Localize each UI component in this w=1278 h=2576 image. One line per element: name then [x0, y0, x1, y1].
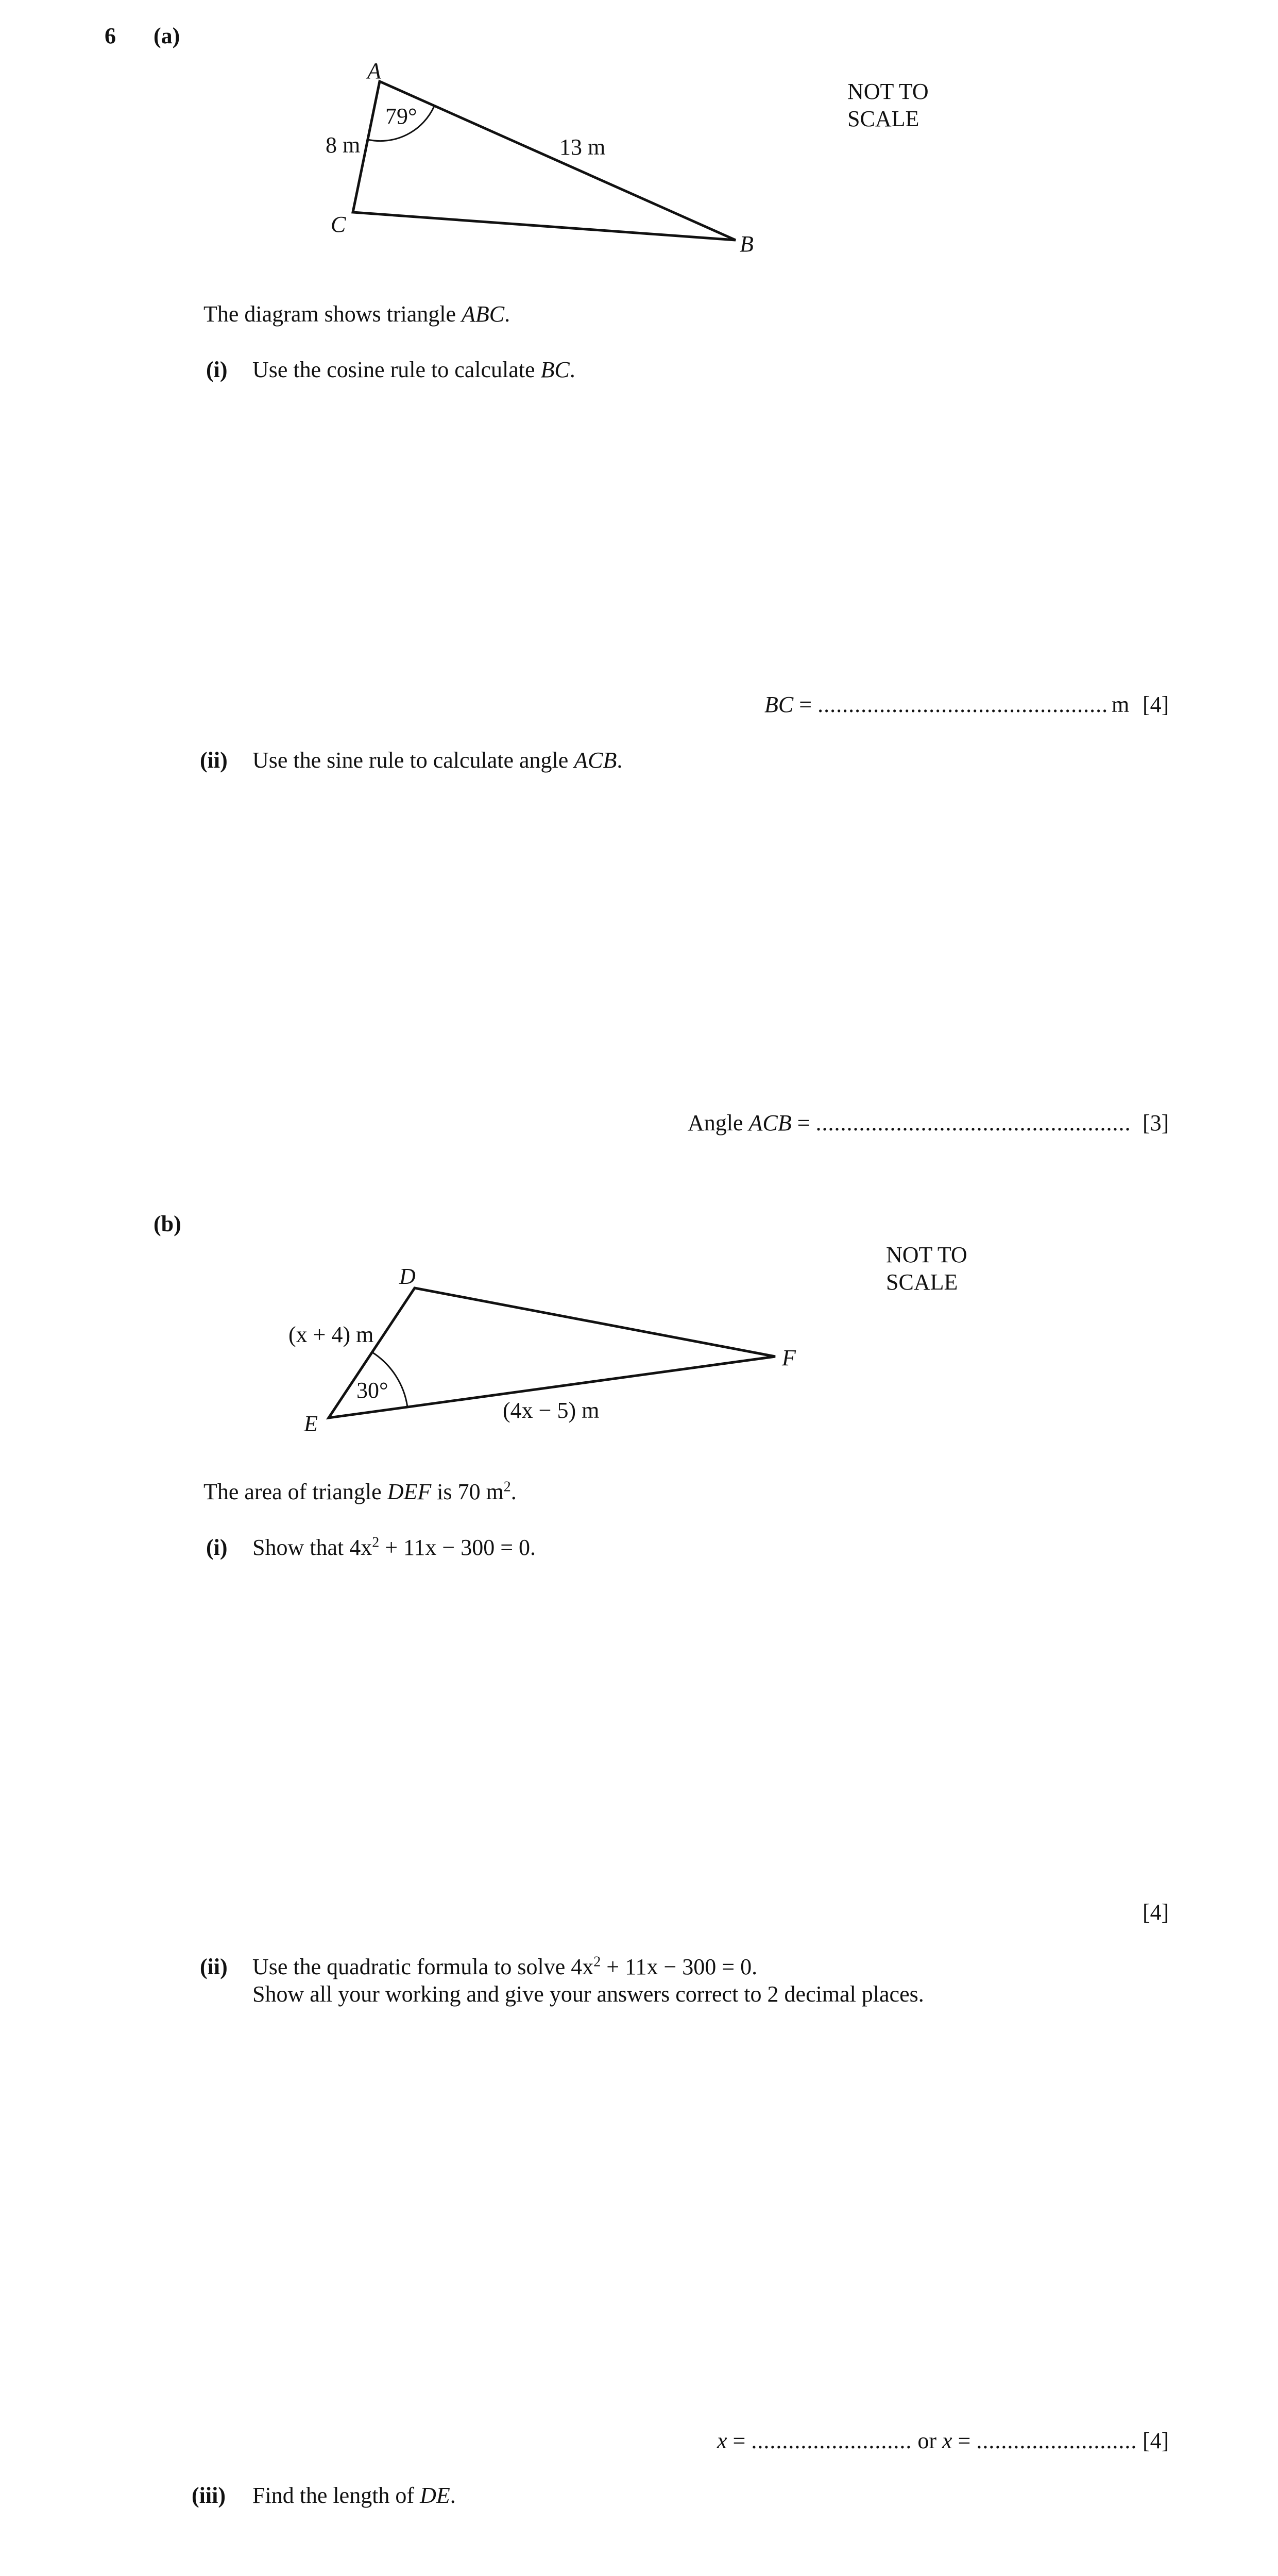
vertex-e: E — [304, 1411, 318, 1436]
part-b-iii-question: Find the length of DE. — [252, 2483, 456, 2508]
answer-blank-2: .......................... — [976, 2428, 1137, 2453]
angle-a-label: 79° — [385, 104, 417, 129]
part-a-ii-marks-value: [3] — [1143, 1110, 1169, 1136]
part-a-i-marks: [4] — [1143, 692, 1169, 717]
vertex-d: D — [399, 1264, 416, 1289]
answer-blank-1: .......................... — [751, 2428, 912, 2453]
part-a-i-label: (i) — [206, 357, 228, 382]
part-b-label: (b) — [154, 1211, 181, 1236]
not-to-scale-note-a: NOT TO SCALE — [847, 79, 929, 131]
vertex-b: B — [740, 231, 754, 257]
part-a-label: (a) — [154, 23, 180, 48]
part-b-ii-question: Use the quadratic formula to solve $4x^2 + 11x - 300 = 0$. Show all your working and give your answers correct to 2 decimal places. — [252, 1954, 924, 2008]
part-b-ii-instruction: Show all your working and give your answers correct to 2 decimal places. — [252, 1981, 924, 2007]
part-a-ii-answer-line: Angle ACB = ................................................... — [688, 1110, 1131, 1136]
part-a-ii-question: Use the sine rule to calculate angle ACB. — [252, 748, 623, 773]
not-to-scale-note-b: NOT TO SCALE — [886, 1242, 967, 1295]
side-de-label: (x + 4) m — [288, 1322, 374, 1347]
vertex-f: F — [782, 1345, 796, 1370]
vertex-a: A — [367, 58, 381, 83]
part-a-i-question: Use the cosine rule to calculate BC. — [252, 357, 575, 382]
question-number: 6 — [105, 23, 116, 48]
part-a-intro: The diagram shows triangle ABC. — [203, 301, 510, 327]
side-ef-label: (4x − 5) m — [503, 1398, 600, 1423]
part-a-ii-label: (ii) — [200, 748, 228, 773]
angle-e-label: 30° — [356, 1378, 388, 1403]
part-b-i-question: Show that $4x^2 + 11x - 300 = 0$. — [252, 1534, 536, 1560]
part-a-i-unit: m — [1112, 692, 1130, 717]
side-ac-label: 8 m — [326, 132, 361, 158]
part-b-ii-marks: [4] — [1143, 2428, 1169, 2453]
answer-blank: ................................................... — [815, 1110, 1131, 1136]
vertex-c: C — [331, 212, 346, 237]
side-ab-label: 13 m — [559, 134, 606, 160]
part-b-ii-label: (ii) — [200, 1954, 228, 1979]
part-b-i-marks: [4] — [1143, 1900, 1169, 1925]
answer-blank: ............................................... — [817, 692, 1109, 717]
part-b-ii-answer-line: x = .......................... or x = .......................... — [717, 2428, 1137, 2453]
part-b-i-label: (i) — [206, 1535, 228, 1560]
part-b-iii-label: (iii) — [192, 2483, 226, 2508]
part-a-i-answer-line: BC = ............................................... — [764, 692, 1109, 717]
part-b-intro: The area of triangle DEF is 70 $m^2$. — [203, 1479, 517, 1504]
